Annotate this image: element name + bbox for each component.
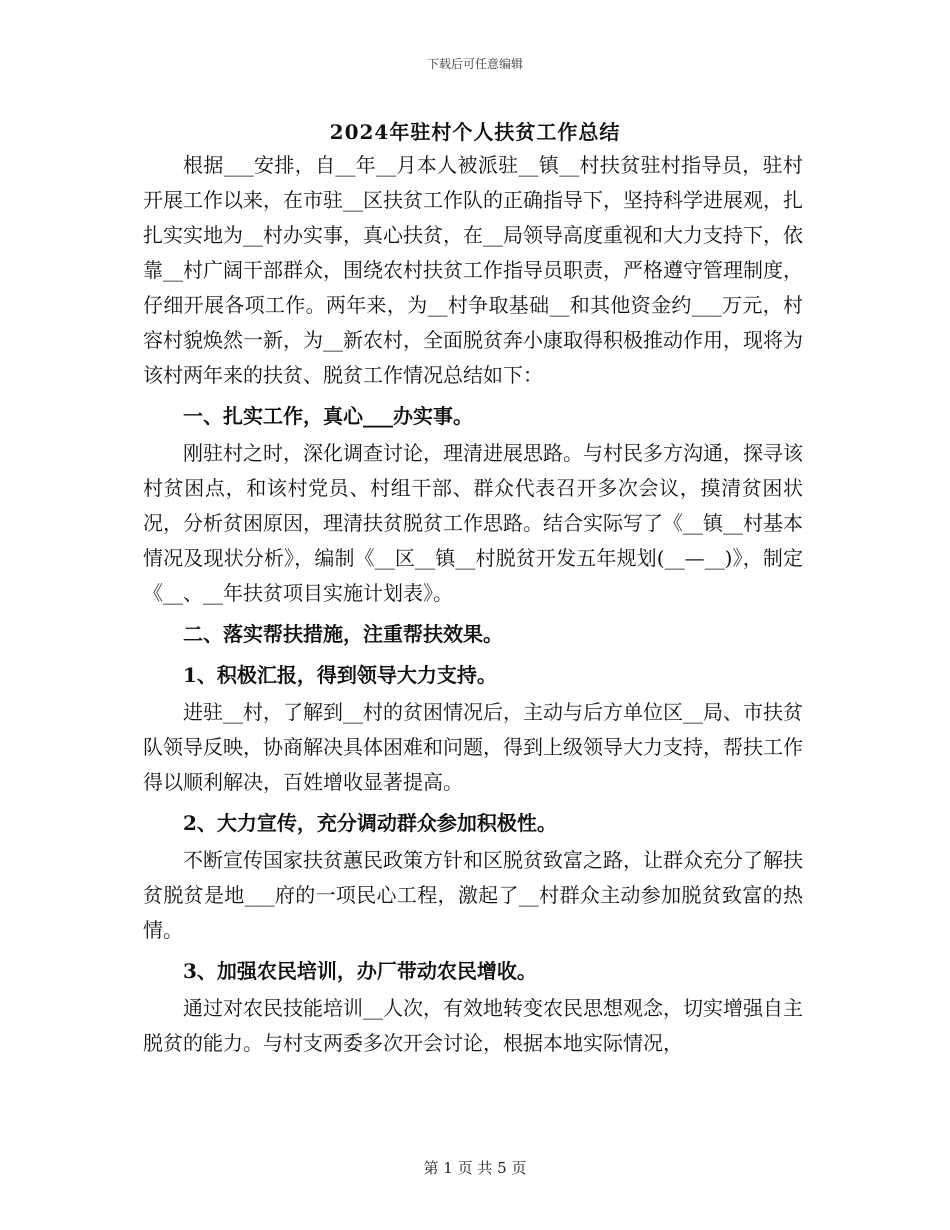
subsection-heading-1: 1、积极汇报，得到领导大力支持。 (183, 663, 497, 687)
subsection-heading-3: 3、加强农民培训，办厂带动农民增收。 (183, 959, 537, 983)
section-heading-1: 一、扎实工作，真心___办实事。 (183, 404, 473, 428)
paragraph-subsection-3: 通过对农民技能培训__人次，有效地转变农民思想观念，切实增强自主脱贫的能力。与村支两委多次开会讨论，根据本地实际情况， (143, 996, 803, 1055)
document-title: 2024年驻村个人扶贫工作总结 (329, 120, 621, 144)
header-note: 下载后可任意编辑 (426, 57, 523, 71)
paragraph-section-1: 刚驻村之时，深化调查讨论，理清进展思路。与村民多方沟通，探寻该村贫困点，和该村党员、村组干部、群众代表召开多次会议，摸清贫困状况，分析贫困原因，理清扶贫脱贫工作思路。结合实际写了《__镇__村基本情况及现状分析》，编制《__区__镇__村脱贫开发五年规划(__—__)》，制定《__、__年扶贫项目实施计划表》。 (143, 441, 803, 605)
document-body (143, 148, 803, 1061)
page-footer: 第 1 页 共 5 页 (423, 1159, 527, 1177)
subsection-heading-2: 2、大力宣传，充分调动群众参加积极性。 (183, 811, 557, 835)
section-heading-2: 二、落实帮扶措施，注重帮扶效果。 (183, 622, 503, 646)
paragraph-intro: 根据___安排，自__年__月本人被派驻__镇__村扶贫驻村指导员，驻村开展工作以来，在市驻__区扶贫工作队的正确指导下，坚持科学进展观，扎扎实实地为__村办实事，真心扶贫，在__局领导高度重视和大力支持下，依靠__村广阔干部群众，围绕农村扶贫工作指导员职责，严格遵守管理制度，仔细开展各项工作。两年来，为__村争取基础__和其他资金约___万元，村容村貌焕然一新，为__新农村，全面脱贫奔小康取得积极推动作用，现将为该村两年来的扶贫、脱贫工作情况总结如下： (143, 153, 803, 387)
paragraph-subsection-2: 不断宣传国家扶贫蕙民政策方针和区脱贫致富之路，让群众充分了解扶贫脱贫是地___府的一项民心工程，激起了__村群众主动参加脱贫致富的热情。 (143, 848, 803, 942)
paragraph-subsection-1: 进驻__村，了解到__村的贫困情况后，主动与后方单位区__局、市扶贫队领导反映，协商解决具体困难和问题，得到上级领导大力支持，帮扶工作得以顺利解决，百姓增收显著提高。 (143, 700, 803, 794)
